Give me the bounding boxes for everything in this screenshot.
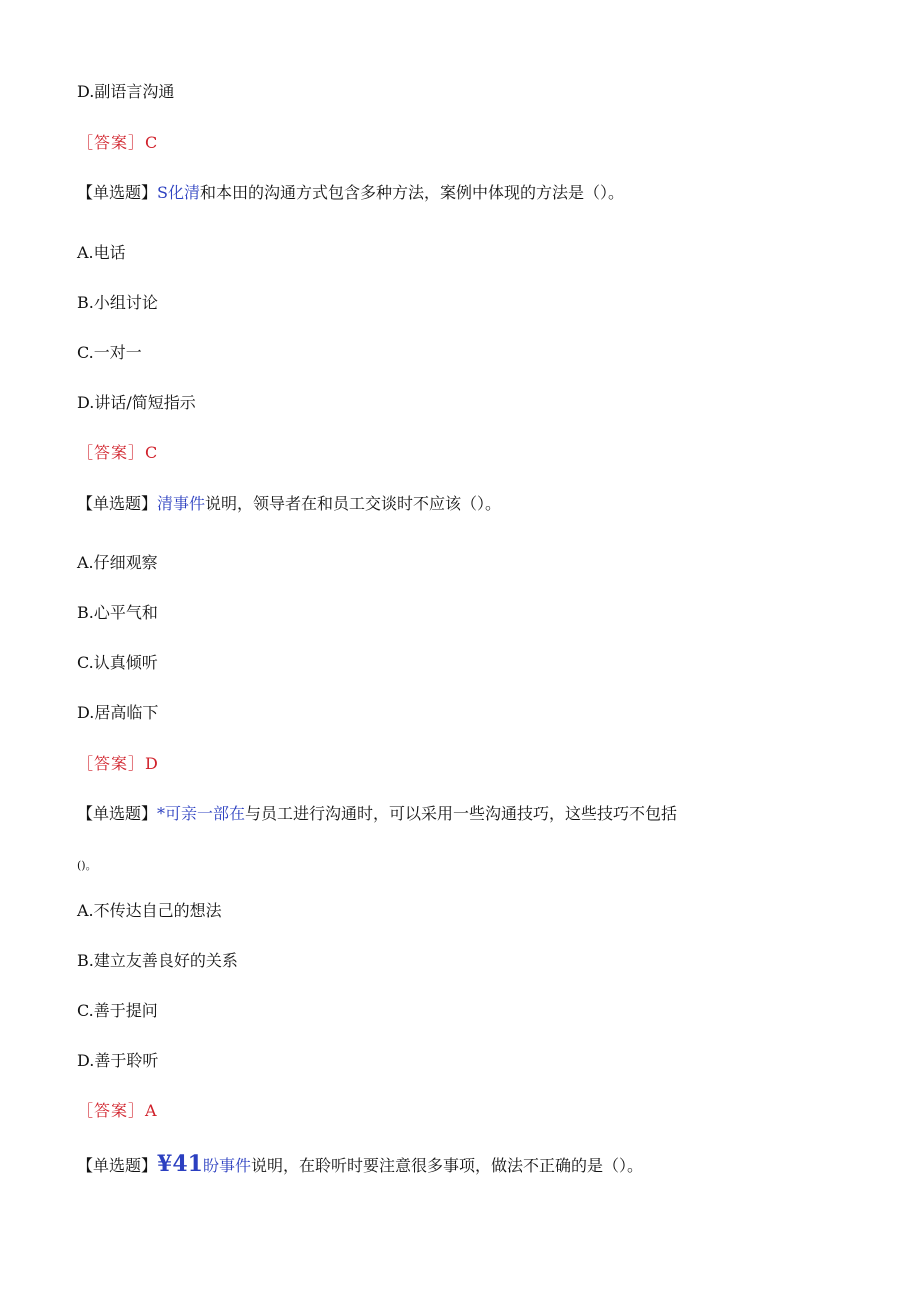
question-text: 说明，领导者在和员工交谈时不应该（）。 [205,494,502,513]
q1-option-c: C.一对一 [77,343,142,362]
question-type-tag: 【单选题】 [77,1156,158,1175]
q1-option-d: D.讲话/简短指示 [77,393,196,412]
q2-option-c: C.认真倾听 [77,653,158,672]
question-1 [77,182,624,204]
q2-option-d: D.居高临下 [77,703,159,722]
question-text: 和本田的沟通方式包含多种方法，案例中体现的方法是（）。 [199,183,624,202]
prev-option-d: D.副语言沟通 [77,82,175,101]
question-type-tag: 【单选题】 [77,494,158,513]
q1-answer: ［答案］C [77,443,159,462]
q1-option-a: A.电话 [77,243,126,262]
q3-option-d: D.善于聆听 [77,1051,159,1070]
question-highlight: 盼事件 [202,1156,251,1175]
q3-option-a: A.不传达自己的想法 [77,901,222,920]
q2-option-a: A.仔细观察 [77,553,158,572]
question-3 [77,803,677,825]
question-text: 说明，在聆听时要注意很多事项，做法不正确的是（）。 [250,1156,643,1175]
question-2 [77,493,501,515]
q1-option-b: B.小组讨论 [77,293,158,312]
question-highlight: *可亲一部在 [157,804,246,823]
question-text: 与员工进行沟通时，可以采用一些沟通技巧，这些技巧不包括 [245,804,678,823]
q2-answer: ［答案］D [77,754,159,773]
question-highlight: S化清 [157,183,200,202]
prev-answer: ［答案］C [77,133,159,152]
question-type-tag: 【单选题】 [77,183,158,202]
question-highlight: 清事件 [157,494,206,513]
q3-option-b: B.建立友善良好的关系 [77,951,238,970]
question-3-continuation: ()。 [77,859,97,872]
question-4 [77,1153,643,1177]
q2-option-b: B.心平气和 [77,603,158,622]
question-type-tag: 【单选题】 [77,804,158,823]
q3-option-c: C.善于提问 [77,1001,158,1020]
q3-answer: ［答案］A [77,1101,158,1120]
question-highlight-large: ¥41 [157,1151,203,1177]
